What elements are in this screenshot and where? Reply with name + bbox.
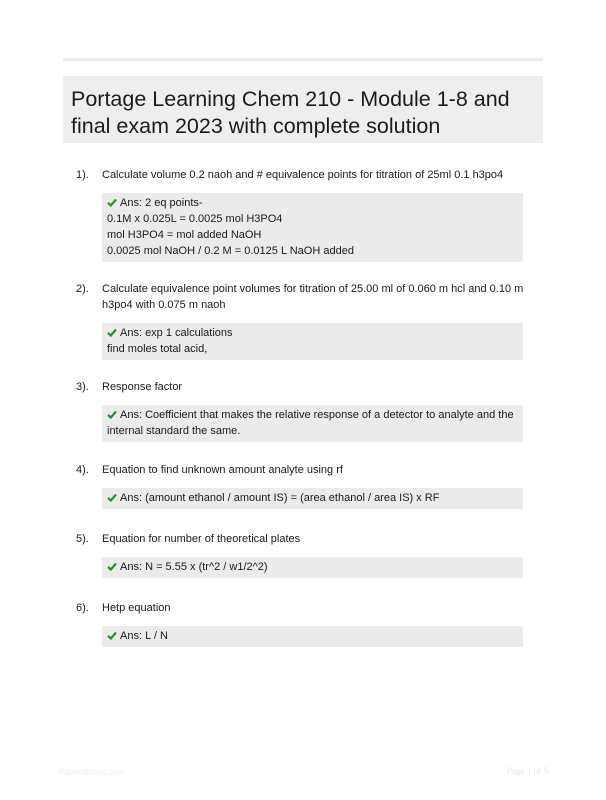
answer-box (102, 323, 523, 360)
checkmark-icon (107, 490, 117, 506)
question-number: 3). (76, 381, 89, 393)
answer-line: find moles total acid, (107, 343, 208, 355)
question-item (76, 462, 536, 509)
answer-text: Ans: (amount ethanol / amount IS) = (area ethanol / area IS) x RF (120, 492, 440, 504)
answer-line (107, 559, 517, 575)
question-item (76, 531, 536, 578)
checkmark-icon (107, 407, 117, 423)
answer-box (102, 626, 523, 647)
question-number: 5). (76, 533, 89, 545)
page-title: Portage Learning Chem 210 - Module 1-8 and final exam 2023 with complete solution (71, 87, 510, 138)
answer-line (107, 407, 517, 439)
answer-text: Ans: N = 5.55 x (tr^2 / w1/2^2) (120, 561, 268, 573)
question-item (76, 167, 536, 262)
answer-line (107, 628, 517, 644)
question-text: Equation to find unknown amount analyte using rf (102, 464, 343, 476)
answer-text: Ans: 2 eq points- (120, 197, 203, 209)
question-item (76, 379, 536, 442)
page-number: Page 1 of 5 (507, 766, 548, 776)
answer-line (107, 490, 517, 506)
answer-text: Ans: Coefficient that makes the relative response of a detector to analyte and the internal standard the same. (107, 409, 514, 437)
checkmark-icon (107, 628, 117, 644)
checkmark-icon (107, 195, 117, 211)
answer-line: 0.0025 mol NaOH / 0.2 M = 0.0125 L NaOH added (107, 245, 354, 257)
answer-text: Ans: exp 1 calculations (120, 327, 233, 339)
question-text: Calculate equivalence point volumes for titration of 25.00 ml of 0.060 m hcl and 0.10 m h3po4 with 0.075 m naoh (102, 283, 524, 311)
title-box (63, 76, 543, 143)
answer-box (102, 193, 523, 262)
answer-box (102, 557, 523, 578)
answer-line (107, 195, 517, 211)
question-text: Calculate volume 0.2 naoh and # equivalence points for titration of 25ml 0.1 h3po4 (102, 169, 504, 181)
answer-text: Ans: L / N (120, 630, 168, 642)
question-text: Response factor (102, 381, 183, 393)
answer-line (107, 325, 517, 341)
footer-watermark: Paperlibrary.com (58, 767, 126, 777)
question-text: Hetp equation (102, 602, 171, 614)
question-item (76, 600, 536, 647)
answer-line: mol H3PO4 = mol added NaOH (107, 229, 262, 241)
question-item (76, 281, 536, 360)
question-number: 1). (76, 169, 89, 181)
question-number: 6). (76, 602, 89, 614)
checkmark-icon (107, 325, 117, 341)
answer-line: 0.1M x 0.025L = 0.0025 mol H3PO4 (107, 213, 283, 225)
question-text: Equation for number of theoretical plates (102, 533, 301, 545)
question-number: 4). (76, 464, 89, 476)
top-divider (63, 58, 543, 61)
checkmark-icon (107, 559, 117, 575)
question-number: 2). (76, 283, 89, 295)
answer-box (102, 488, 523, 509)
answer-box (102, 405, 523, 442)
